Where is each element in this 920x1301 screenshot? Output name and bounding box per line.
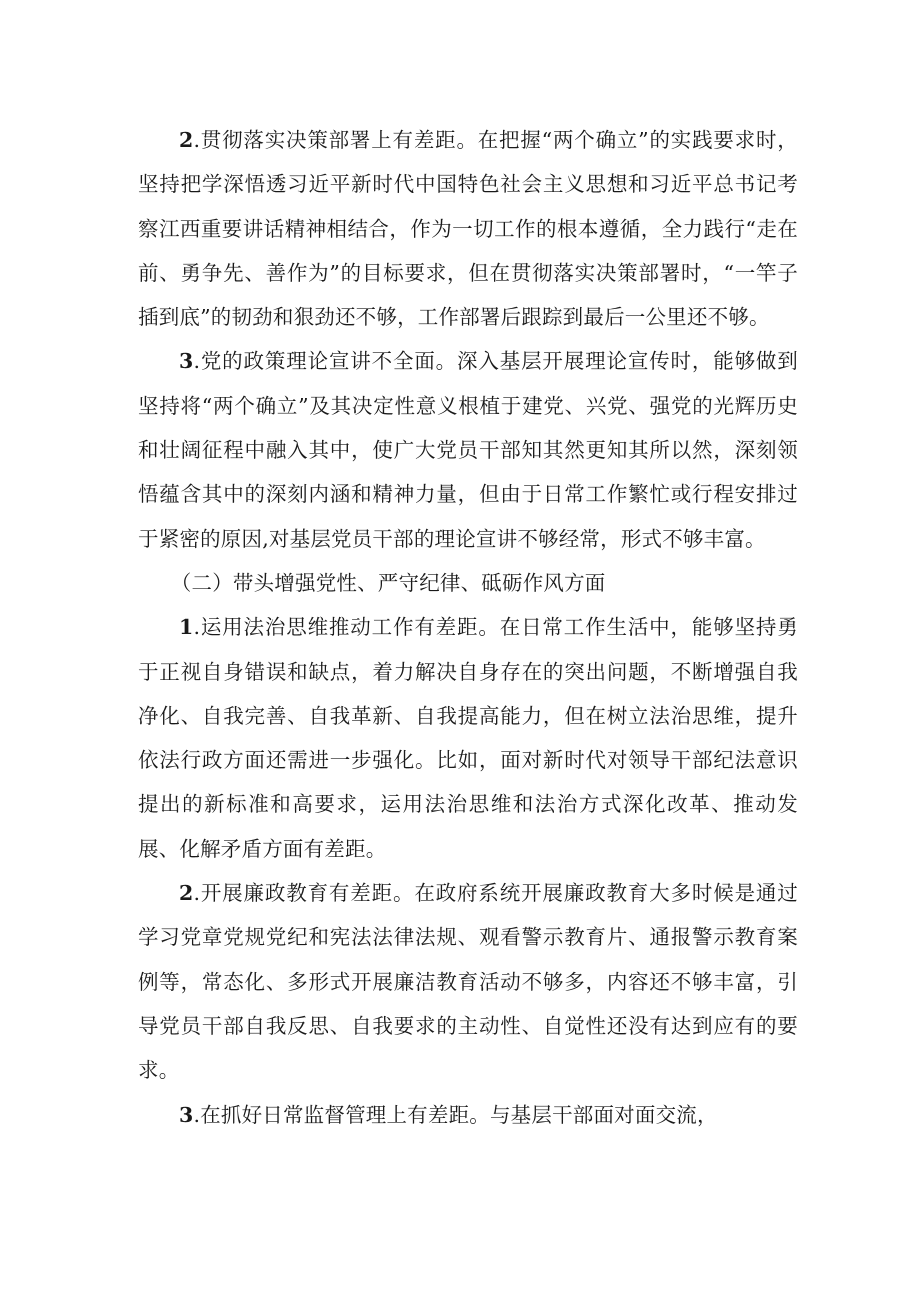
paragraph-item-2-integrity-education <box>138 871 798 1092</box>
paragraph-item-3-supervision <box>138 1093 798 1137</box>
item-number: 1 <box>179 615 194 640</box>
document-body <box>138 118 798 1137</box>
paragraph-text: .开展廉政教育有差距。在政府系统开展廉政教育大多时候是通过学习党章党规党纪和宪法法律法规、观看警示教育片、通报警示教育案例等，常态化、多形式开展廉洁教育活动不够多，内容还不够丰富，引导党员干部自我反思、自我要求的主动性、自觉性还没有达到应有的要求。 <box>138 881 798 1083</box>
paragraph-text: .在抓好日常监督管理上有差距。与基层干部面对面交流， <box>193 1102 718 1127</box>
item-number: 2 <box>179 128 194 152</box>
paragraph-text: .运用法治思维推动工作有差距。在日常工作生活中，能够坚持勇于正视自身错误和缺点，着力解决自身存在的突出问题，不断增强自我净化、自我完善、自我革新、自我提高能力，但在树立法治思维，提升依法行政方面还需进一步强化。比如，面对新时代对领导干部纪法意识提出的新标准和高要求，运用法治思维和法治方式深化改革、推动发展、化解矛盾方面有差距。 <box>138 615 798 861</box>
paragraph-item-3-policy-theory <box>138 339 798 560</box>
paragraph-text: .贯彻落实决策部署上有差距。在把握“两个确立”的实践要求时，坚持把学深悟透习近平新时代中国特色社会主义思想和习近平总书记考察江西重要讲话精神相结合，作为一切工作的根本遵循，全力践行“走在前、勇争先、善作为”的目标要求，但在贯彻落实决策部署时，“一竿子插到底”的韧劲和狠劲还不够，工作部署后跟踪到最后一公里还不够。 <box>138 128 798 330</box>
item-number: 3 <box>179 349 194 374</box>
section-heading: （二）带头增强党性、严守纪律、砥砺作风方面 <box>170 570 606 595</box>
item-number: 2 <box>179 881 194 906</box>
item-number: 3 <box>179 1102 194 1127</box>
paragraph-text: .党的政策理论宣讲不全面。深入基层开展理论宣传时，能够做到坚持将“两个确立”及其决定性意义根植于建党、兴党、强党的光辉历史和壮阔征程中融入其中，使广大党员干部知其然更知其所以然，深刻领悟蕴含其中的深刻内涵和精神力量，但由于日常工作繁忙或行程安排过于紧密的原因,对基层党员干部的理论宣讲不够经常，形式不够丰富。 <box>138 349 798 551</box>
paragraph-item-1-rule-of-law <box>138 605 798 871</box>
paragraph-item-2-implementation <box>138 118 798 339</box>
